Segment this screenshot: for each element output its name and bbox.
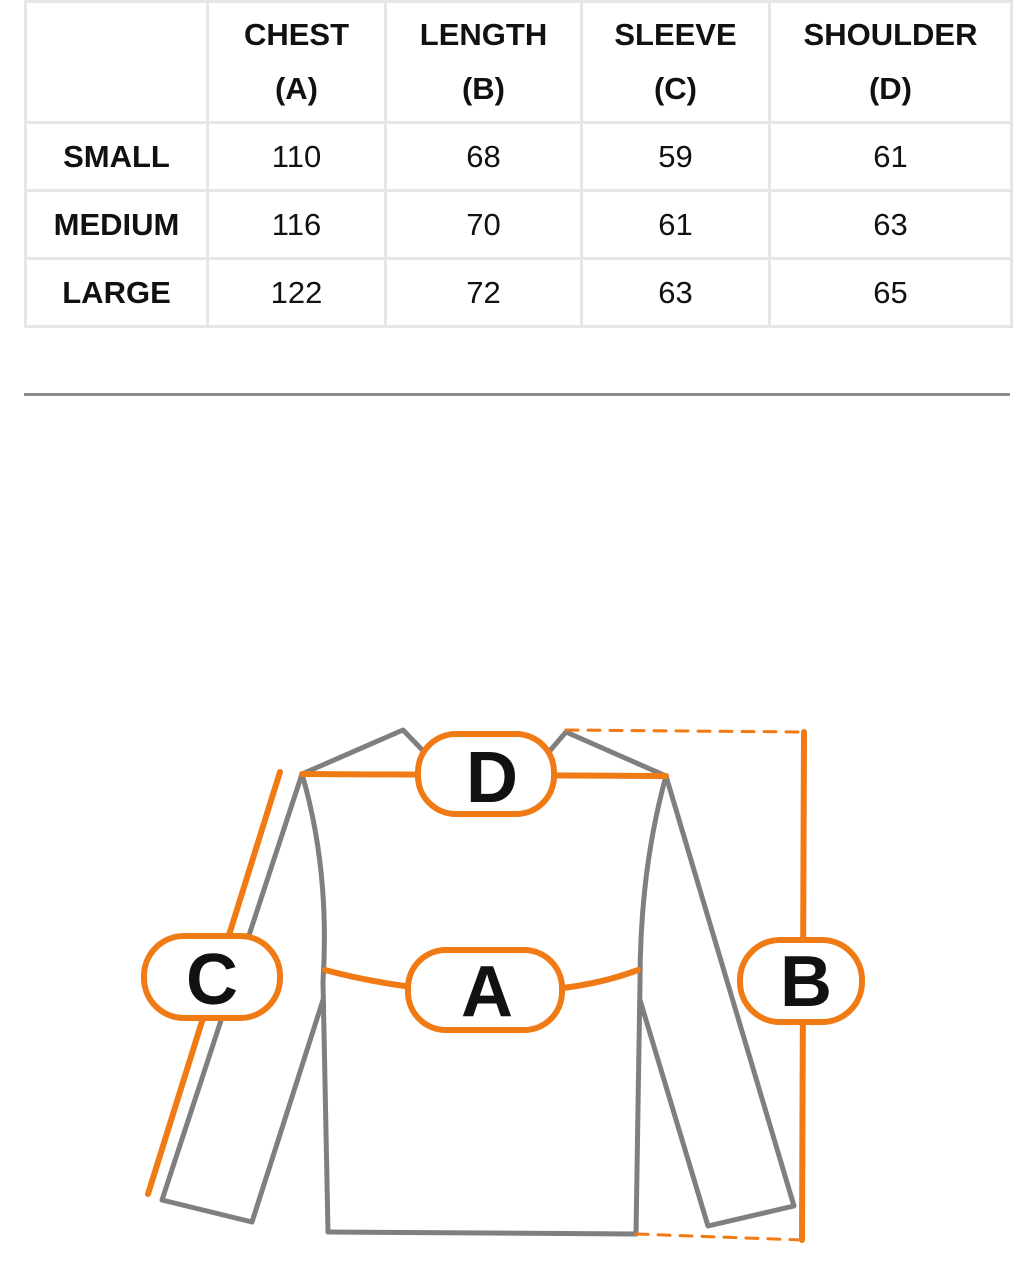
label-d: [418, 734, 554, 818]
label-a-text: A: [461, 952, 513, 1032]
measurement-labels: [144, 734, 862, 1032]
cell-small-sleeve: 59: [582, 123, 770, 191]
label-c: [144, 936, 280, 1020]
cell-large-length: 72: [386, 259, 582, 327]
cell-small-shoulder: 61: [770, 123, 1012, 191]
sweater-collar-right: [542, 732, 666, 776]
garment-measurement-diagram: [0, 700, 1024, 1260]
cell-large-shoulder: 65: [770, 259, 1012, 327]
cell-medium-length: 70: [386, 191, 582, 259]
cell-medium-sleeve: 61: [582, 191, 770, 259]
label-d-text: D: [466, 738, 518, 818]
row-label-large: LARGE: [26, 259, 208, 327]
table-row-large: [26, 259, 1012, 327]
cell-medium-shoulder: 63: [770, 191, 1012, 259]
cell-small-chest: 110: [208, 123, 386, 191]
table-header-row: [26, 2, 1012, 123]
label-b: [740, 940, 862, 1022]
cell-medium-chest: 116: [208, 191, 386, 259]
section-divider: [24, 393, 1010, 396]
row-label-medium: MEDIUM: [26, 191, 208, 259]
size-chart-table: [24, 0, 1013, 328]
column-header-sleeve: SLEEVE (C): [582, 2, 770, 123]
length-bottom-dashed-guide: [636, 1234, 802, 1240]
length-top-dashed-guide: [566, 730, 804, 732]
column-header-shoulder: SHOULDER (D): [770, 2, 1012, 123]
column-header-chest: CHEST (A): [208, 2, 386, 123]
sweater-hem: [328, 1232, 636, 1234]
sweater-collar-left: [302, 730, 432, 774]
cell-large-sleeve: 63: [582, 259, 770, 327]
row-label-small: SMALL: [26, 123, 208, 191]
label-c-text: C: [186, 940, 238, 1020]
cell-small-length: 68: [386, 123, 582, 191]
column-header-length: LENGTH (B): [386, 2, 582, 123]
table-row-small: [26, 123, 1012, 191]
label-a: [408, 950, 562, 1032]
label-b-text: B: [780, 942, 832, 1022]
table-corner-cell: [26, 2, 208, 123]
table-row-medium: [26, 191, 1012, 259]
cell-large-chest: 122: [208, 259, 386, 327]
